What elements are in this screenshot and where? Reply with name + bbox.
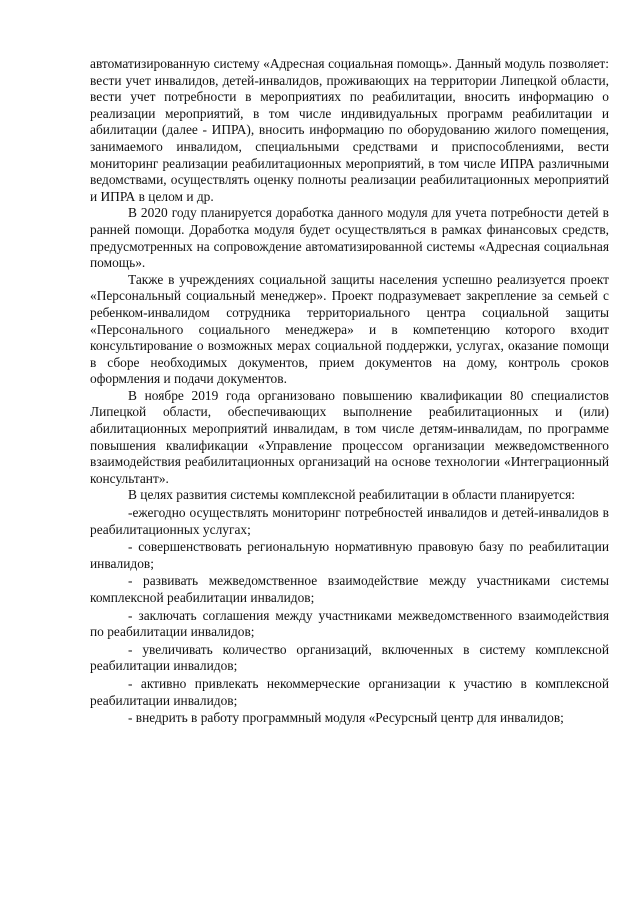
list-item-agreements: - заключать соглашения между участниками межведомственного взаимодействия по реабилитации инвалидов;: [90, 607, 609, 640]
document-page: [90, 56, 609, 727]
paragraph-development-plans: В целях развития системы комплексной реабилитации в области планируется:: [128, 487, 576, 503]
list-item-nonprofits: - активно привлекать некоммерческие организации к участию в комплексной реабилитации инвалидов;: [90, 675, 609, 708]
list-item-organizations: - увеличивать количество организаций, включенных в систему комплексной реабилитации инвалидов;: [90, 641, 609, 674]
paragraph-2020-plan: В 2020 году планируется доработка данного модуля для учета потребности детей в ранней помощи. Доработка модуля будет осуществляться в рамках финансовых средств, предусмотренных на сопровождение автоматизированной системы «Адресная социальная помощь».: [90, 205, 609, 271]
list-item-monitoring: -ежегодно осуществлять мониторинг потребностей инвалидов и детей-инвалидов в реабилитационных услугах;: [90, 505, 609, 537]
list-item-interaction: - развивать межведомственное взаимодействие между участниками системы комплексной реабилитации инвалидов;: [90, 573, 609, 605]
list-item-legal-base: - совершенствовать региональную нормативную правовую базу по реабилитации инвалидов;: [90, 539, 609, 571]
list-item-resource-center: - внедрить в работу программный модуля «Ресурсный центр для инвалидов;: [128, 710, 564, 726]
paragraph-training-2019: В ноябре 2019 года организовано повышению квалификации 80 специалистов Липецкой области, обеспечивающих выполнение реабилитационных и (или) абилитационных мероприятий инвалидам, в том числе детям-инвалидам, по программе повышения квалификации «Управление процессом организации межведомственного взаимодействия реабилитационных организаций на основе технологии «Интеграционный консультант».: [90, 387, 609, 486]
paragraph-personal-manager: Также в учреждениях социальной защиты населения успешно реализуется проект «Персональный социальный менеджер». Проект подразумевает закрепление за семьей с ребенком-инвалидом сотрудника территориального центра социальной защиты «Персонального социального менеджера» и в компетенцию которого входит консультирование о возможных мерах социальной поддержки, услугах, оказание помощи в сборе необходимых документов, прием документов на дому, контроль сроков оформления и подачи документов.: [90, 271, 609, 387]
paragraph-asp-module: автоматизированную систему «Адресная социальная помощь». Данный модуль позволяет: вести учет инвалидов, детей-инвалидов, проживающих на территории Липецкой области, вести учет потребности в мероприятиях по реабилитации, вносить информацию о реализации мероприятий, в том числе индивидуальных программ реабилитации и абилитации (далее - ИПРА), вносить информацию по оборудованию жилого помещения, занимаемого инвалидом, специальными средствами и приспособлениями, вести мониторинг реализации реабилитационных мероприятий, в том числе ИПРА различными ведомствами, осуществлять оценку полноты реализации реабилитационных мероприятий и ИПРА в целом и др.: [90, 56, 609, 204]
